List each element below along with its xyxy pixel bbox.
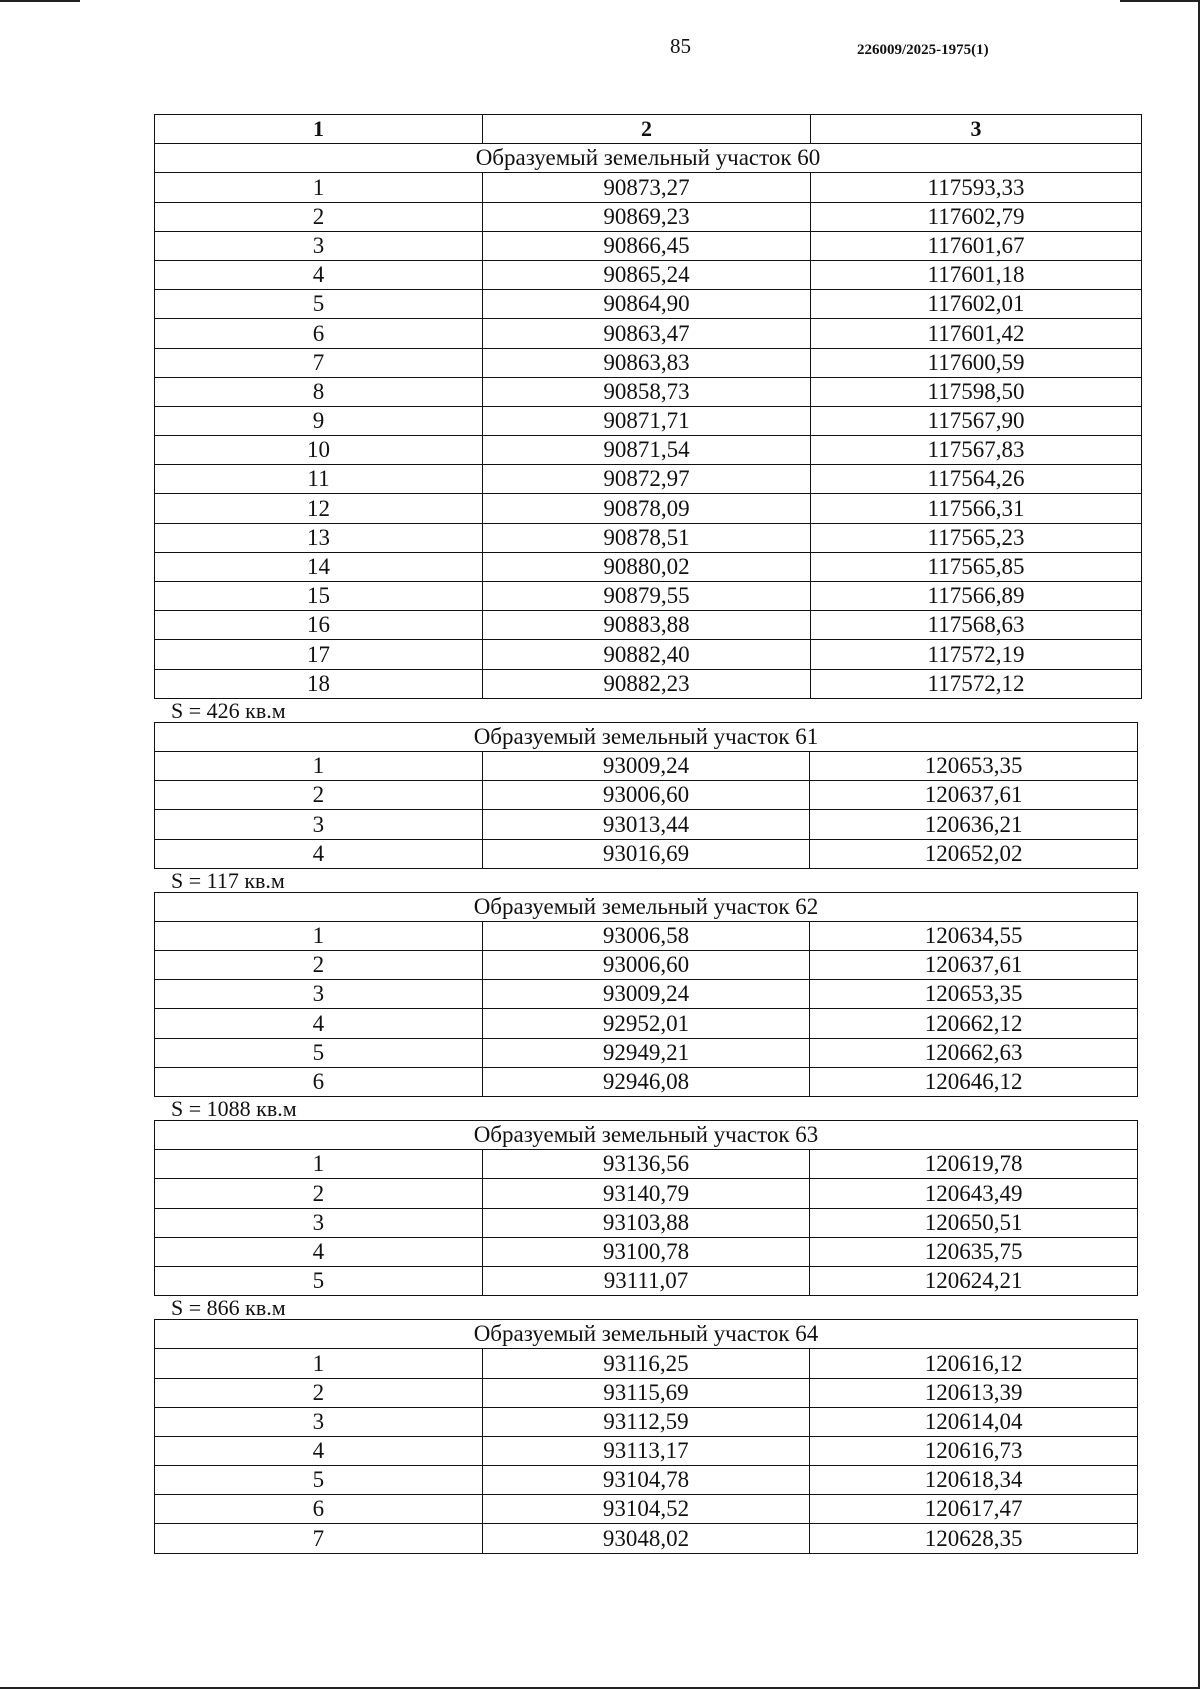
coordinate-x: 90878,09 xyxy=(483,494,811,523)
table-row xyxy=(155,1266,1138,1295)
coordinate-x: 93013,44 xyxy=(482,810,810,839)
plot-table xyxy=(154,114,1142,699)
coordinate-x: 90869,23 xyxy=(483,202,811,231)
coordinate-y: 120637,61 xyxy=(810,781,1138,810)
point-number: 7 xyxy=(155,1524,483,1553)
coordinate-y: 120662,12 xyxy=(810,1009,1138,1038)
table-row xyxy=(155,465,1142,494)
coordinate-x: 90883,88 xyxy=(483,611,811,640)
point-number: 3 xyxy=(155,1208,483,1237)
point-number: 3 xyxy=(155,231,483,260)
point-number: 2 xyxy=(155,951,483,980)
coordinate-x: 93111,07 xyxy=(482,1266,810,1295)
coordinate-x: 93140,79 xyxy=(482,1179,810,1208)
coordinate-x: 90882,23 xyxy=(483,669,811,698)
document-reference: 226009/2025-1975(1) xyxy=(857,42,989,58)
plot-title: Образуемый земельный участок 60 xyxy=(155,144,1142,173)
coordinate-y: 120653,35 xyxy=(810,980,1138,1009)
column-header-row xyxy=(155,115,1142,144)
coordinate-y: 120617,47 xyxy=(810,1495,1138,1524)
point-number: 5 xyxy=(155,1466,483,1495)
table-row xyxy=(155,173,1142,202)
coordinate-x: 90866,45 xyxy=(483,231,811,260)
coordinate-x: 93103,88 xyxy=(482,1208,810,1237)
point-number: 6 xyxy=(155,319,483,348)
coordinate-x: 93009,24 xyxy=(482,980,810,1009)
table-row xyxy=(155,494,1142,523)
coordinate-x: 93006,60 xyxy=(482,951,810,980)
plot-area: S = 117 кв.м xyxy=(171,867,285,893)
plot-table xyxy=(154,1319,1138,1554)
coordinate-x: 92952,01 xyxy=(482,1009,810,1038)
coordinate-y: 120614,04 xyxy=(810,1407,1138,1436)
plot-title: Образуемый земельный участок 63 xyxy=(155,1121,1138,1150)
table-row xyxy=(155,1378,1138,1407)
coordinate-y: 120616,73 xyxy=(810,1436,1138,1465)
point-number: 2 xyxy=(155,202,483,231)
coordinate-x: 90880,02 xyxy=(483,552,811,581)
coordinate-y: 117572,12 xyxy=(811,669,1142,698)
point-number: 10 xyxy=(155,436,483,465)
coordinate-y: 120628,35 xyxy=(810,1524,1138,1553)
coordinate-x: 90858,73 xyxy=(483,377,811,406)
scan-edge-top-left xyxy=(0,0,80,2)
coordinate-y: 120635,75 xyxy=(810,1237,1138,1266)
point-number: 5 xyxy=(155,1266,483,1295)
point-number: 15 xyxy=(155,582,483,611)
point-number: 1 xyxy=(155,751,483,780)
table-row xyxy=(155,319,1142,348)
point-number: 1 xyxy=(155,1150,483,1179)
point-number: 6 xyxy=(155,1495,483,1524)
coordinate-y: 117600,59 xyxy=(811,348,1142,377)
table-row xyxy=(155,669,1142,698)
table-row xyxy=(155,348,1142,377)
point-number: 9 xyxy=(155,406,483,435)
plot-title-row xyxy=(155,144,1142,173)
coordinate-y: 117566,31 xyxy=(811,494,1142,523)
plot-title-row xyxy=(155,1121,1138,1150)
point-number: 1 xyxy=(155,1349,483,1378)
coordinate-x: 93113,17 xyxy=(482,1436,810,1465)
plot-title: Образуемый земельный участок 61 xyxy=(155,722,1138,751)
table-row xyxy=(155,1150,1138,1179)
table-row xyxy=(155,640,1142,669)
coordinate-y: 120619,78 xyxy=(810,1150,1138,1179)
table-row xyxy=(155,1179,1138,1208)
point-number: 12 xyxy=(155,494,483,523)
scan-edge-top-right xyxy=(1120,0,1200,2)
plot-title: Образуемый земельный участок 64 xyxy=(155,1320,1138,1349)
coordinate-y: 117601,18 xyxy=(811,260,1142,289)
coordinate-y: 120613,39 xyxy=(810,1378,1138,1407)
coordinate-y: 120616,12 xyxy=(810,1349,1138,1378)
point-number: 5 xyxy=(155,290,483,319)
coordinate-y: 120646,12 xyxy=(810,1067,1138,1096)
point-number: 4 xyxy=(155,260,483,289)
coordinate-x: 90878,51 xyxy=(483,523,811,552)
page-number: 85 xyxy=(670,34,691,58)
plot-table xyxy=(154,722,1138,869)
table-row xyxy=(155,1349,1138,1378)
coordinate-y: 117593,33 xyxy=(811,173,1142,202)
point-number: 5 xyxy=(155,1038,483,1067)
table-row xyxy=(155,1009,1138,1038)
table-row xyxy=(155,1067,1138,1096)
table-row xyxy=(155,1436,1138,1465)
coordinate-y: 117598,50 xyxy=(811,377,1142,406)
coordinate-y: 120650,51 xyxy=(810,1208,1138,1237)
point-number: 2 xyxy=(155,781,483,810)
coordinate-y: 120624,21 xyxy=(810,1266,1138,1295)
coordinate-x: 90864,90 xyxy=(483,290,811,319)
point-number: 16 xyxy=(155,611,483,640)
plot-title: Образуемый земельный участок 62 xyxy=(155,892,1138,921)
table-row xyxy=(155,1466,1138,1495)
table-row xyxy=(155,839,1138,868)
coordinate-x: 90879,55 xyxy=(483,582,811,611)
coordinate-y: 117565,85 xyxy=(811,552,1142,581)
coordinate-y: 117566,89 xyxy=(811,582,1142,611)
coordinate-x: 90871,71 xyxy=(483,406,811,435)
point-number: 7 xyxy=(155,348,483,377)
coordinate-y: 120643,49 xyxy=(810,1179,1138,1208)
table-row xyxy=(155,406,1142,435)
coordinate-x: 92946,08 xyxy=(482,1067,810,1096)
plot-area: S = 1088 кв.м xyxy=(171,1096,297,1121)
coordinate-y: 117602,79 xyxy=(811,202,1142,231)
table-row xyxy=(155,980,1138,1009)
coordinate-y: 117601,42 xyxy=(811,319,1142,348)
plot-title-row xyxy=(155,1320,1138,1349)
coordinate-y: 117572,19 xyxy=(811,640,1142,669)
plot-title-row xyxy=(155,722,1138,751)
table-row xyxy=(155,1038,1138,1067)
table-row xyxy=(155,781,1138,810)
point-number: 17 xyxy=(155,640,483,669)
table-row xyxy=(155,810,1138,839)
coordinate-x: 93006,58 xyxy=(482,921,810,950)
plot-table xyxy=(154,892,1138,1097)
point-number: 1 xyxy=(155,921,483,950)
coordinate-y: 120634,55 xyxy=(810,921,1138,950)
point-number: 1 xyxy=(155,173,483,202)
table-row xyxy=(155,436,1142,465)
coordinate-x: 93048,02 xyxy=(482,1524,810,1553)
coordinate-y: 120652,02 xyxy=(810,839,1138,868)
coordinate-y: 117567,83 xyxy=(811,436,1142,465)
coordinate-x: 90865,24 xyxy=(483,260,811,289)
coordinate-y: 120662,63 xyxy=(810,1038,1138,1067)
coordinate-x: 93112,59 xyxy=(482,1407,810,1436)
coordinate-y: 117565,23 xyxy=(811,523,1142,552)
table-row xyxy=(155,1407,1138,1436)
point-number: 6 xyxy=(155,1067,483,1096)
point-number: 18 xyxy=(155,669,483,698)
table-row xyxy=(155,921,1138,950)
coordinate-x: 93104,52 xyxy=(482,1495,810,1524)
plot-table xyxy=(154,1120,1138,1296)
table-row xyxy=(155,260,1142,289)
point-number: 3 xyxy=(155,1407,483,1436)
point-number: 4 xyxy=(155,1436,483,1465)
coordinate-x: 90872,97 xyxy=(483,465,811,494)
coordinate-x: 93104,78 xyxy=(482,1466,810,1495)
coordinate-x: 90873,27 xyxy=(483,173,811,202)
coordinate-x: 90863,47 xyxy=(483,319,811,348)
coordinate-y: 117564,26 xyxy=(811,465,1142,494)
point-number: 4 xyxy=(155,1009,483,1038)
table-row xyxy=(155,231,1142,260)
table-row xyxy=(155,1208,1138,1237)
table-row xyxy=(155,523,1142,552)
column-header: 2 xyxy=(483,115,811,144)
table-row xyxy=(155,290,1142,319)
table-row xyxy=(155,951,1138,980)
point-number: 4 xyxy=(155,1237,483,1266)
table-row xyxy=(155,611,1142,640)
coordinate-y: 120636,21 xyxy=(810,810,1138,839)
coordinate-y: 117601,67 xyxy=(811,231,1142,260)
plot-area: S = 866 кв.м xyxy=(171,1295,286,1321)
coordinate-x: 90882,40 xyxy=(483,640,811,669)
column-header: 3 xyxy=(811,115,1142,144)
coordinate-x: 93006,60 xyxy=(482,781,810,810)
point-number: 4 xyxy=(155,839,483,868)
coordinates-document xyxy=(154,114,1138,1554)
table-row xyxy=(155,202,1142,231)
point-number: 3 xyxy=(155,810,483,839)
coordinate-x: 90871,54 xyxy=(483,436,811,465)
table-row xyxy=(155,1495,1138,1524)
point-number: 2 xyxy=(155,1378,483,1407)
point-number: 14 xyxy=(155,552,483,581)
point-number: 11 xyxy=(155,465,483,494)
coordinate-x: 93116,25 xyxy=(482,1349,810,1378)
coordinate-y: 117567,90 xyxy=(811,406,1142,435)
coordinate-y: 117602,01 xyxy=(811,290,1142,319)
table-row xyxy=(155,377,1142,406)
coordinate-x: 93136,56 xyxy=(482,1150,810,1179)
coordinate-y: 117568,63 xyxy=(811,611,1142,640)
plot-title-row xyxy=(155,892,1138,921)
coordinate-x: 93009,24 xyxy=(482,751,810,780)
point-number: 3 xyxy=(155,980,483,1009)
point-number: 2 xyxy=(155,1179,483,1208)
point-number: 8 xyxy=(155,377,483,406)
coordinate-x: 92949,21 xyxy=(482,1038,810,1067)
column-header: 1 xyxy=(155,115,483,144)
coordinate-y: 120618,34 xyxy=(810,1466,1138,1495)
table-row xyxy=(155,1237,1138,1266)
table-row xyxy=(155,552,1142,581)
plot-area: S = 426 кв.м xyxy=(171,697,286,723)
table-row xyxy=(155,751,1138,780)
coordinate-x: 93016,69 xyxy=(482,839,810,868)
coordinate-x: 93115,69 xyxy=(482,1378,810,1407)
table-row xyxy=(155,582,1142,611)
coordinate-x: 90863,83 xyxy=(483,348,811,377)
coordinate-y: 120653,35 xyxy=(810,751,1138,780)
coordinate-y: 120637,61 xyxy=(810,951,1138,980)
point-number: 13 xyxy=(155,523,483,552)
table-row xyxy=(155,1524,1138,1553)
coordinate-x: 93100,78 xyxy=(482,1237,810,1266)
